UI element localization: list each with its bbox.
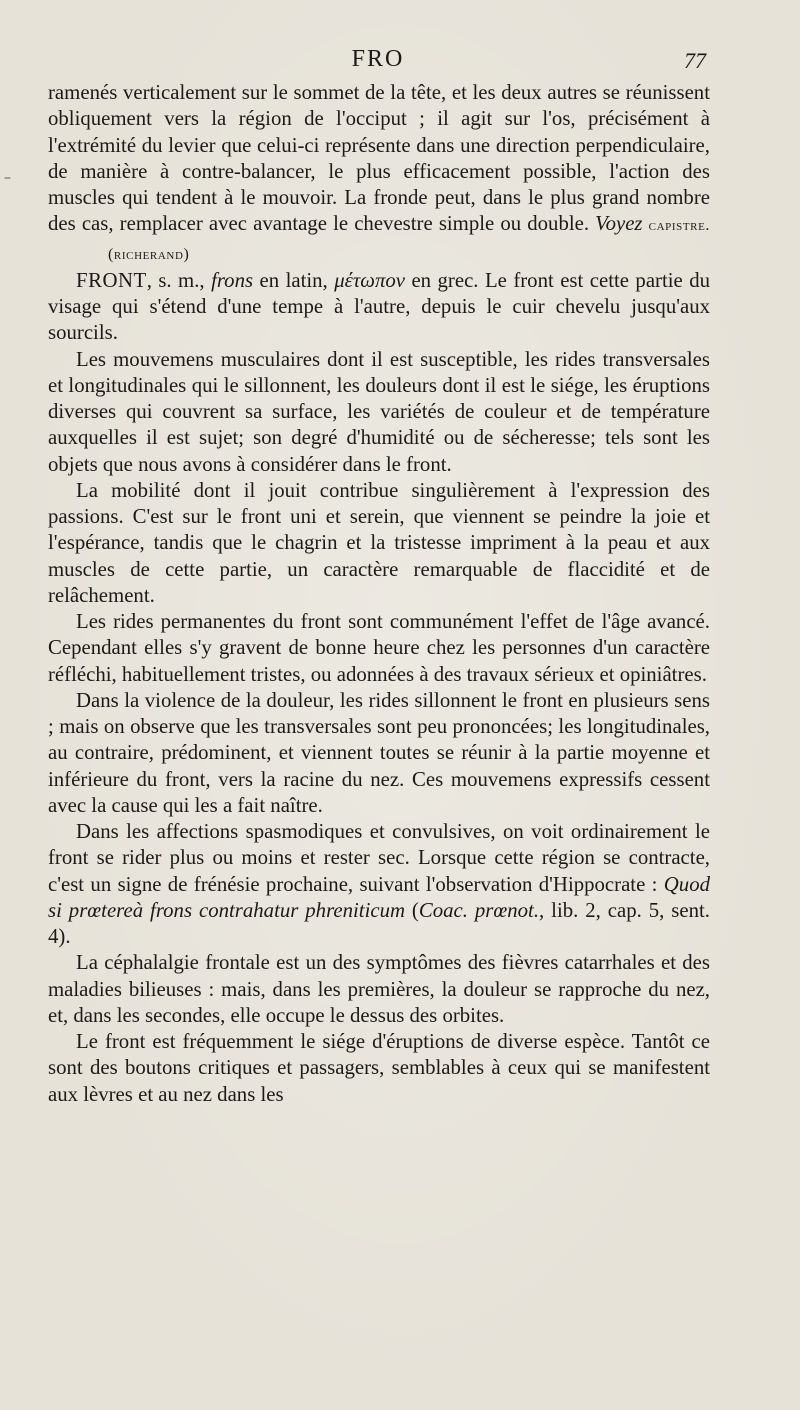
entry-front: FRONT, s. m., frons en latin, μέτωπον en grec. Le front est cette partie du visage qui s'étend d'une tempe à l'autre, depuis le cuir chevelu jusqu'aux sourcils.	[48, 268, 711, 345]
paragraph: Dans les affections spasmodiques et convulsives, on voit ordinairement le front se rider plus ou moins et rester sec. Lorsque cette région se contracte, c'est un signe de frénésie prochaine, suivant l'observation d'Hippocrate : Quod si prœtereà frons contrahatur phreniticum (Coac. prœnot., lib. 2, cap. 5, sent. 4).	[48, 820, 710, 948]
latin-term: frons	[211, 268, 254, 292]
paragraph: Les rides permanentes du front sont communément l'effet de l'âge avancé. Cependant elles s'y gravent de bonne heure chez les personnes d'un caractère réfléchi, habituellement tristes, ou adonnées à des travaux sérieux et opiniâtres.	[48, 610, 710, 686]
running-head: FRO	[351, 46, 405, 72]
paragraph: Les mouvemens musculaires dont il est susceptible, les rides transversales et longitudinales qui le sillonnent, les douleurs dont il est le siége, les éruptions diverses qui couvrent sa surface, les variétés de couleur et de température auxquelles il est sujet; son degré d'humidité ou de sécheresse; tels sont les objets que nous avons à considérer dans le front.	[48, 347, 710, 476]
paragraph: La céphalalgie frontale est un des symptômes des fièvres catarrhales et des maladies bilieuses : mais, dans les premières, la douleur se rapproche du nez, et, dans les secondes, elle occupe le dessus des orbites.	[48, 951, 710, 1027]
page-header	[48, 46, 708, 80]
cross-reference: capistre.	[648, 217, 710, 235]
page-number: 77	[684, 48, 706, 73]
page-body	[48, 80, 710, 1108]
entry-headword: FRONT	[76, 268, 147, 292]
greek-term: μέτωπον	[334, 268, 406, 292]
latin-quote: Quod si prœtereà frons contrahatur phreniticum	[48, 872, 710, 922]
author-attribution: (richerand)	[108, 245, 190, 263]
paragraph: Le front est fréquemment le siége d'éruptions de diverse espèce. Tantôt ce sont des boutons critiques et passagers, semblables à ceux qui se manifestent aux lèvres et au nez dans les	[48, 1030, 710, 1106]
see-reference: Voyez	[595, 212, 643, 236]
paragraph-continuation: ramenés verticalement sur le sommet de la tête, et les deux autres se réunissent obliquement vers la région de l'occiput ; il agit sur l'os, précisément à l'extrémité du levier que celui-ci représente dans une direction perpendiculaire, de manière à contre-balancer, le plus efficacement possible, l'action des muscles qui tendent à le mouvoir. La fronde peut, dans le plus grand nombre des cas, remplacer avec avantage le chevestre simple ou double. Voyez capistre.(richerand)	[48, 81, 710, 263]
source-citation: Coac. prœnot.	[418, 898, 540, 922]
margin-mark: –	[4, 170, 11, 186]
paragraph: La mobilité dont il jouit contribue singulièrement à l'expression des passions. C'est sur le front uni et serein, que viennent se peindre la joie et l'espérance, tandis que le chagrin et la tristesse impriment à la peau et aux muscles de cette partie, un caractère remarquable de flaccidité et de relâchement.	[48, 478, 710, 607]
paragraph: Dans la violence de la douleur, les rides sillonnent le front en plusieurs sens ; mais on observe que les transversales sont peu prononcées; les longitudinales, au contraire, prédominent, et viennent toutes se réunir à la partie moyenne et inférieure du front, vers la racine du nez. Ces mouvemens expressifs cessent avec la cause qui les a fait naître.	[48, 688, 710, 817]
